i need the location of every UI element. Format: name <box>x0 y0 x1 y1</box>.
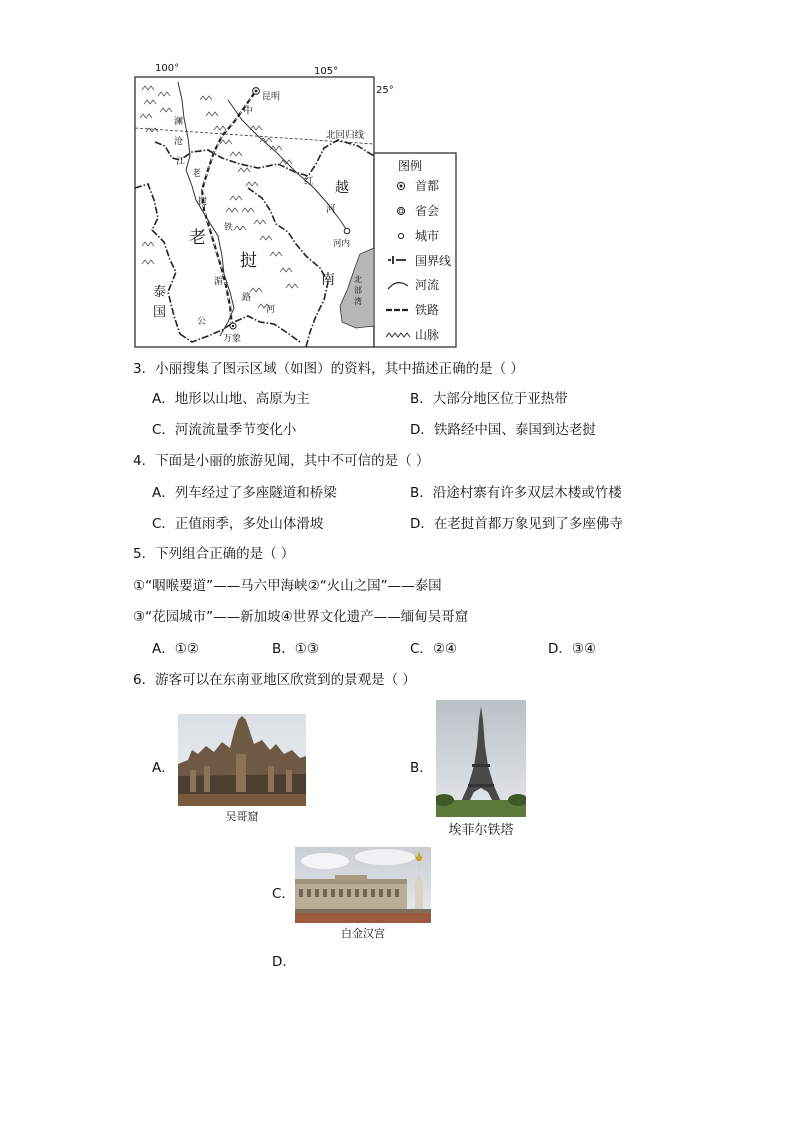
laos-label-2: 挝 <box>240 251 257 271</box>
mei-label: 湄 <box>214 277 224 287</box>
legend-city-icon <box>398 233 403 238</box>
hanoi-label: 河内 <box>333 239 351 249</box>
q5-option-b[interactable]: B．①③ <box>272 641 319 657</box>
legend-capital: 首都 <box>415 179 440 193</box>
q5-statement-1: ①“咽喉要道”——马六甲海峡②“火山之国”——泰国 <box>133 578 442 594</box>
kunming-label: 昆明 <box>262 92 281 102</box>
q4-option-a[interactable]: A．列车经过了多座隧道和桥梁 <box>152 485 337 501</box>
lat-25-label: 25° <box>376 85 394 96</box>
q4-stem: 4．下面是小丽的旅游见闻，其中不可信的是（ ） <box>133 453 430 469</box>
q3-option-d[interactable]: D．铁路经中国、泰国到达老挝 <box>410 422 596 438</box>
q6-option-d[interactable]: D． <box>272 954 296 970</box>
q6-option-a[interactable]: A． <box>152 760 175 776</box>
lu-label: 路 <box>242 293 252 303</box>
q6-option-c[interactable]: C． <box>272 886 295 902</box>
china-label: 中 <box>243 106 253 117</box>
region-map <box>130 60 460 352</box>
hanoi-marker <box>344 228 350 234</box>
eiffel-tower-photo[interactable] <box>436 700 526 817</box>
buckingham-palace-caption: 白金汉宫 <box>341 927 385 940</box>
tie-label: 铁 <box>224 223 234 233</box>
gong-label: 公 <box>197 317 207 327</box>
q3-stem: 3．小丽搜集了图示区域（如图）的资料，其中描述正确的是（ ） <box>133 361 524 377</box>
legend-city: 城市 <box>415 229 440 243</box>
q5-option-c[interactable]: C．②④ <box>410 641 458 657</box>
legend-border: 国界线 <box>415 254 452 268</box>
legend-mountain: 山脉 <box>415 328 440 342</box>
beibuwan-3: 湾 <box>354 297 362 306</box>
q4-option-b[interactable]: B．沿途村寨有许多双层木楼或竹楼 <box>410 485 622 501</box>
vietnam-label-1: 越 <box>335 180 349 196</box>
legend-railway: 铁路 <box>415 303 440 317</box>
buckingham-palace-photo[interactable] <box>295 847 431 923</box>
lao-small-label: 老 <box>192 169 202 179</box>
q4-option-c[interactable]: C．正值雨季，多处山体滑坡 <box>152 516 324 532</box>
q3-option-b[interactable]: B．大部分地区位于亚热带 <box>410 391 568 407</box>
q6-stem: 6．游客可以在东南亚地区欣赏到的景观是（ ） <box>133 672 416 688</box>
legend-provincial-capital: 省会 <box>415 204 440 218</box>
q4-option-d[interactable]: D．在老挝首都万象见到了多座佛寺 <box>410 516 623 532</box>
q6-option-b[interactable]: B． <box>410 760 433 776</box>
legend-title: 图例 <box>398 159 423 173</box>
he-label: 河 <box>326 204 336 215</box>
vietnam-label-2: 南 <box>321 272 335 288</box>
lancang-2: 沧 <box>174 137 184 147</box>
tropic-label: 北回归线 <box>326 130 365 141</box>
legend-provincial-capital-icon <box>397 207 404 214</box>
q3-option-a[interactable]: A．地形以山地、高原为主 <box>152 391 310 407</box>
laos-label-1: 老 <box>189 228 206 248</box>
angkor-wat-caption: 吴哥窟 <box>225 810 259 823</box>
q5-option-d[interactable]: D．③④ <box>548 641 597 657</box>
thailand-label-2: 国 <box>153 305 167 320</box>
beibuwan-2: 部 <box>354 286 362 295</box>
lon-100-label: 100° <box>155 63 180 74</box>
q5-stem: 5．下列组合正确的是（ ） <box>133 546 295 562</box>
angkor-wat-photo[interactable] <box>178 714 306 806</box>
lon-105-label: 105° <box>314 66 339 77</box>
thailand-label-1: 泰 <box>153 285 167 300</box>
lancang-1: 澜 <box>174 117 184 127</box>
beibuwan-1: 北 <box>354 275 362 284</box>
q5-option-a[interactable]: A．①② <box>152 641 199 657</box>
eiffel-tower-caption: 埃菲尔铁塔 <box>448 823 514 838</box>
mountain-small-label: 挝 <box>198 197 208 207</box>
lancang-3: 江 <box>176 157 186 167</box>
he2-label: 河 <box>266 305 276 315</box>
vientiane-label: 万象 <box>223 334 242 344</box>
q5-statement-2: ③“花园城市”——新加坡④世界文化遗产——缅甸吴哥窟 <box>133 609 469 625</box>
q3-option-c[interactable]: C．河流流量季节变化小 <box>152 422 297 438</box>
hong-label: 红 <box>304 176 314 187</box>
legend-river: 河流 <box>415 278 440 292</box>
